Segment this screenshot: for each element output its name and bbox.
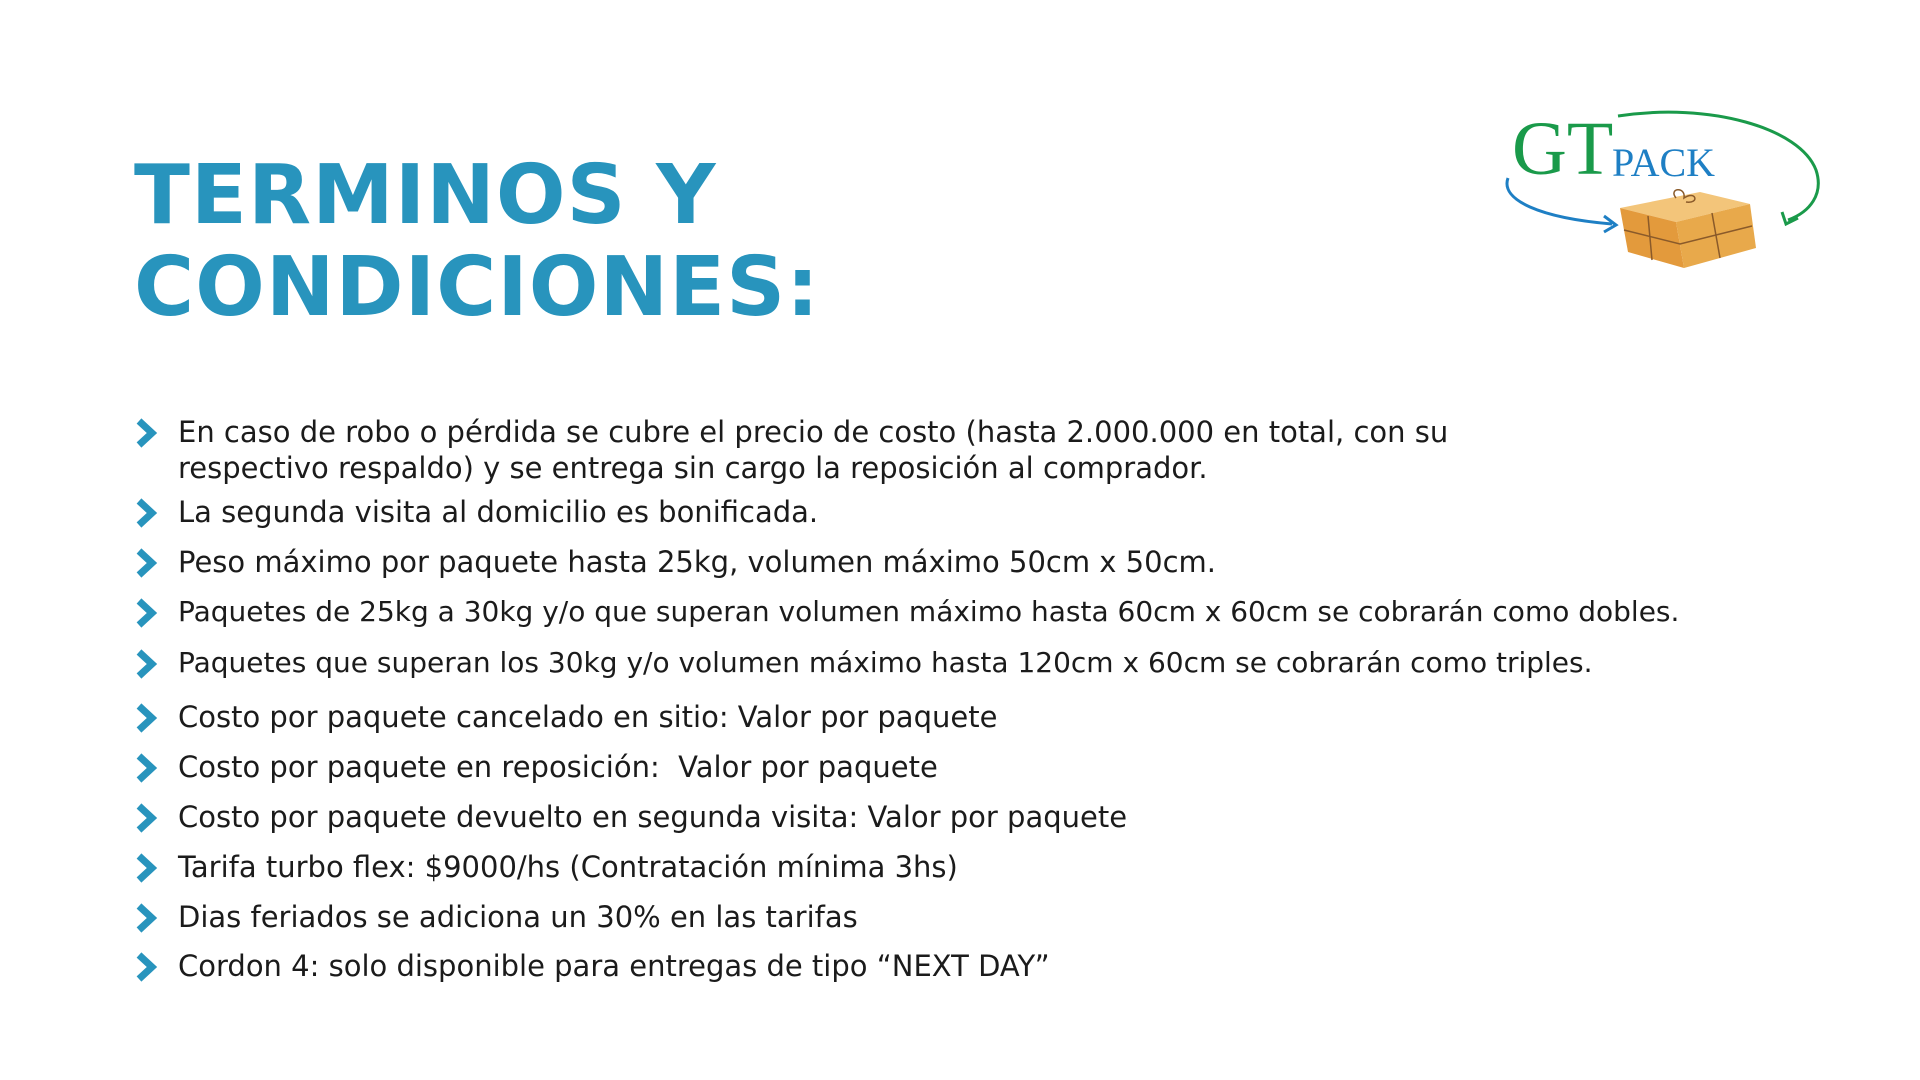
title-line-1: TERMINOS Y [134,148,717,243]
list-item [134,749,1894,785]
term-text: Costo por paquete cancelado en sitio: Valor por paquete [178,700,998,734]
list-item [134,899,1894,935]
term-text: Cordon 4: solo disponible para entregas de tipo “NEXT DAY” [178,949,1050,983]
term-text: Paquetes que superan los 30kg y/o volumen máximo hasta 120cm x 60cm se cobrarán como triples. [178,646,1593,679]
logo-letters: GT [1512,108,1614,191]
chevron-right-icon [134,546,160,580]
list-item [134,948,1894,984]
package-box-icon [1620,190,1756,268]
term-text: Dias feriados se adiciona un 30% en las tarifas [178,900,858,934]
term-text: Paquetes de 25kg a 30kg y/o que superan volumen máximo hasta 60cm x 60cm se cobrarán como dobles. [178,595,1680,628]
chevron-right-icon [134,801,160,835]
list-item [134,699,1894,735]
term-text: Costo por paquete devuelto en segunda visita: Valor por paquete [178,800,1128,834]
chevron-right-icon [134,901,160,935]
chevron-right-icon [134,647,160,681]
term-text: En caso de robo o pérdida se cubre el precio de costo (hasta 2.000.000 en total, con su respectivo respaldo) y se entrega sin cargo la reposición al comprador. [178,415,1458,485]
list-item [134,494,1894,530]
list-item [134,544,1894,580]
chevron-right-icon [134,751,160,785]
list-item [134,414,1894,486]
chevron-right-icon [134,496,160,530]
chevron-right-icon [134,851,160,885]
gt-pack-logo [1500,108,1830,288]
title-line-2: CONDICIONES: [134,240,820,335]
list-item [134,849,1894,885]
chevron-right-icon [134,596,160,630]
term-text: Peso máximo por paquete hasta 25kg, volumen máximo 50cm x 50cm. [178,545,1216,579]
term-text: Costo por paquete en reposición: Valor por paquete [178,750,938,784]
list-item [134,594,1894,630]
page-title [134,150,820,334]
chevron-right-icon [134,950,160,984]
chevron-right-icon [134,416,160,450]
term-text: La segunda visita al domicilio es bonificada. [178,495,819,529]
list-item [134,645,1894,681]
term-text: Tarifa turbo flex: $9000/hs (Contratación mínima 3hs) [178,850,958,884]
logo-word: PACK [1612,140,1716,185]
chevron-right-icon [134,701,160,735]
list-item [134,799,1894,835]
